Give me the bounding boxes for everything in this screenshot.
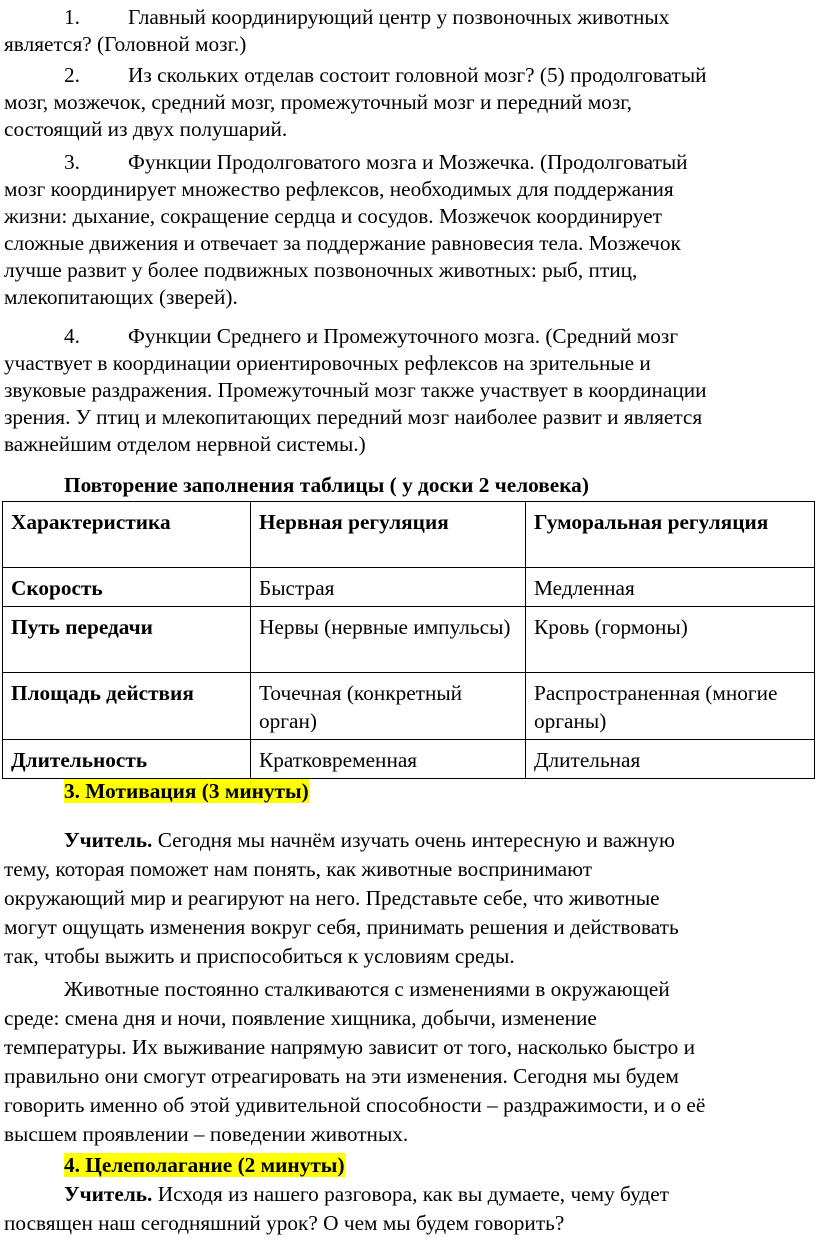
question-3-line-3: жизни: дыхание, сокращение сердца и сосудов. Мозжечок координирует bbox=[4, 204, 662, 228]
table-header-cell: Гуморальная регуляция bbox=[526, 502, 815, 568]
table-cell: Быстрая bbox=[251, 568, 526, 607]
table-row bbox=[3, 740, 815, 779]
table-title: Повторение заполнения таблицы ( у доски 2 человека) bbox=[64, 473, 589, 497]
question-4-line-3: звуковые раздражения. Промежуточный мозг также участвует в координации bbox=[4, 378, 707, 402]
section-3-para-1-line-1: Учитель. Сегодня мы начнём изучать очень интересную и важную bbox=[64, 828, 675, 852]
question-3-line-1: 3. Функции Продолговатого мозга и Мозжечка. (Продолговатый bbox=[64, 150, 688, 174]
question-2-line-3: состоящий из двух полушарий. bbox=[4, 117, 288, 141]
table-cell: Длительность bbox=[3, 740, 251, 779]
question-3-line-5: лучше развит у более подвижных позвоночных животных: рыб, птиц, bbox=[4, 258, 638, 282]
section-3-para-2-line-2: среде: смена дня и ночи, появление хищника, добычи, изменение bbox=[4, 1006, 597, 1030]
section-3-para-2-line-4: правильно они смогут отреагировать на эти изменения. Сегодня мы будем bbox=[4, 1064, 679, 1088]
question-1-line-1: 1. Главный координирующий центр у позвоночных животных bbox=[64, 5, 670, 29]
question-number: 4. bbox=[64, 324, 80, 348]
table-cell: Скорость bbox=[3, 568, 251, 607]
section-3-para-2-line-5: говорить именно об этой удивительной способности – раздражимости, и о её bbox=[4, 1093, 706, 1117]
question-number: 2. bbox=[64, 63, 80, 87]
question-3-line-4: сложные движения и отвечает за поддержание равновесия тела. Мозжечок bbox=[4, 231, 681, 255]
table-cell: Длительная bbox=[526, 740, 815, 779]
table-cell: Нервы (нервные импульсы) bbox=[251, 607, 526, 673]
regulation-table bbox=[2, 501, 815, 779]
section-3-para-1-line-3: окружающий мир и реагируют на него. Представьте себе, что животные bbox=[4, 886, 660, 910]
question-number: 3. bbox=[64, 150, 80, 174]
teacher-label: Учитель. bbox=[64, 828, 153, 852]
table-cell: Кровь (гормоны) bbox=[526, 607, 815, 673]
section-4-para-line-1: Учитель. Исходя из нашего разговора, как вы думаете, чему будет bbox=[64, 1182, 669, 1206]
table-row bbox=[3, 607, 815, 673]
question-number: 1. bbox=[64, 5, 80, 29]
section-4-para-line-2: посвящен наш сегодняшний урок? О чем мы будем говорить? bbox=[4, 1211, 565, 1235]
section-3-para-2-line-1: Животные постоянно сталкиваются с изменениями в окружающей bbox=[64, 977, 670, 1001]
question-1-line-2: является? (Головной мозг.) bbox=[4, 32, 247, 56]
question-4-line-2: участвует в координации ориентировочных рефлексов на зрительные и bbox=[4, 351, 651, 375]
question-4-line-4: зрения. У птиц и млекопитающих передний мозг наиболее развит и является bbox=[4, 405, 703, 429]
question-4-line-1: 4. Функции Среднего и Промежуточного мозга. (Средний мозг bbox=[64, 324, 679, 348]
table-header-row bbox=[3, 502, 815, 568]
question-2-line-2: мозг, мозжечок, средний мозг, промежуточный мозг и передний мозг, bbox=[4, 90, 632, 114]
section-3-heading: 3. Мотивация (3 минуты) bbox=[64, 779, 309, 803]
table-cell: Площадь действия bbox=[3, 673, 251, 740]
section-3-para-1-line-5: так, чтобы выжить и приспособиться к условиям среды. bbox=[4, 944, 515, 968]
table-row bbox=[3, 568, 815, 607]
section-3-para-2-line-3: температуры. Их выживание напрямую зависит от того, насколько быстро и bbox=[4, 1035, 695, 1059]
table-cell: Кратковременная bbox=[251, 740, 526, 779]
question-3-line-2: мозг координирует множество рефлексов, необходимых для поддержания bbox=[4, 177, 674, 201]
table-header-cell: Характеристика bbox=[3, 502, 251, 568]
table-header-cell: Нервная регуляция bbox=[251, 502, 526, 568]
table-cell: Распространенная (многие органы) bbox=[526, 673, 815, 740]
section-3-para-1-line-4: могут ощущать изменения вокруг себя, принимать решения и действовать bbox=[4, 915, 679, 939]
question-2-line-1: 2. Из скольких отделав состоит головной мозг? (5) продолговатый bbox=[64, 63, 707, 87]
table-cell: Точечная (конкретный орган) bbox=[251, 673, 526, 740]
table-row bbox=[3, 673, 815, 740]
table-cell: Медленная bbox=[526, 568, 815, 607]
section-3-para-2-line-6: высшем проявлении – поведении животных. bbox=[4, 1122, 409, 1146]
table-cell: Путь передачи bbox=[3, 607, 251, 673]
question-3-line-6: млекопитающих (зверей). bbox=[4, 285, 238, 309]
section-3-para-1-line-2: тему, которая поможет нам понять, как животные воспринимают bbox=[4, 857, 593, 881]
question-4-line-5: важнейшим отделом нервной системы.) bbox=[4, 432, 366, 456]
teacher-label: Учитель. bbox=[64, 1182, 153, 1206]
section-4-heading: 4. Целеполагание (2 минуты) bbox=[64, 1153, 345, 1177]
